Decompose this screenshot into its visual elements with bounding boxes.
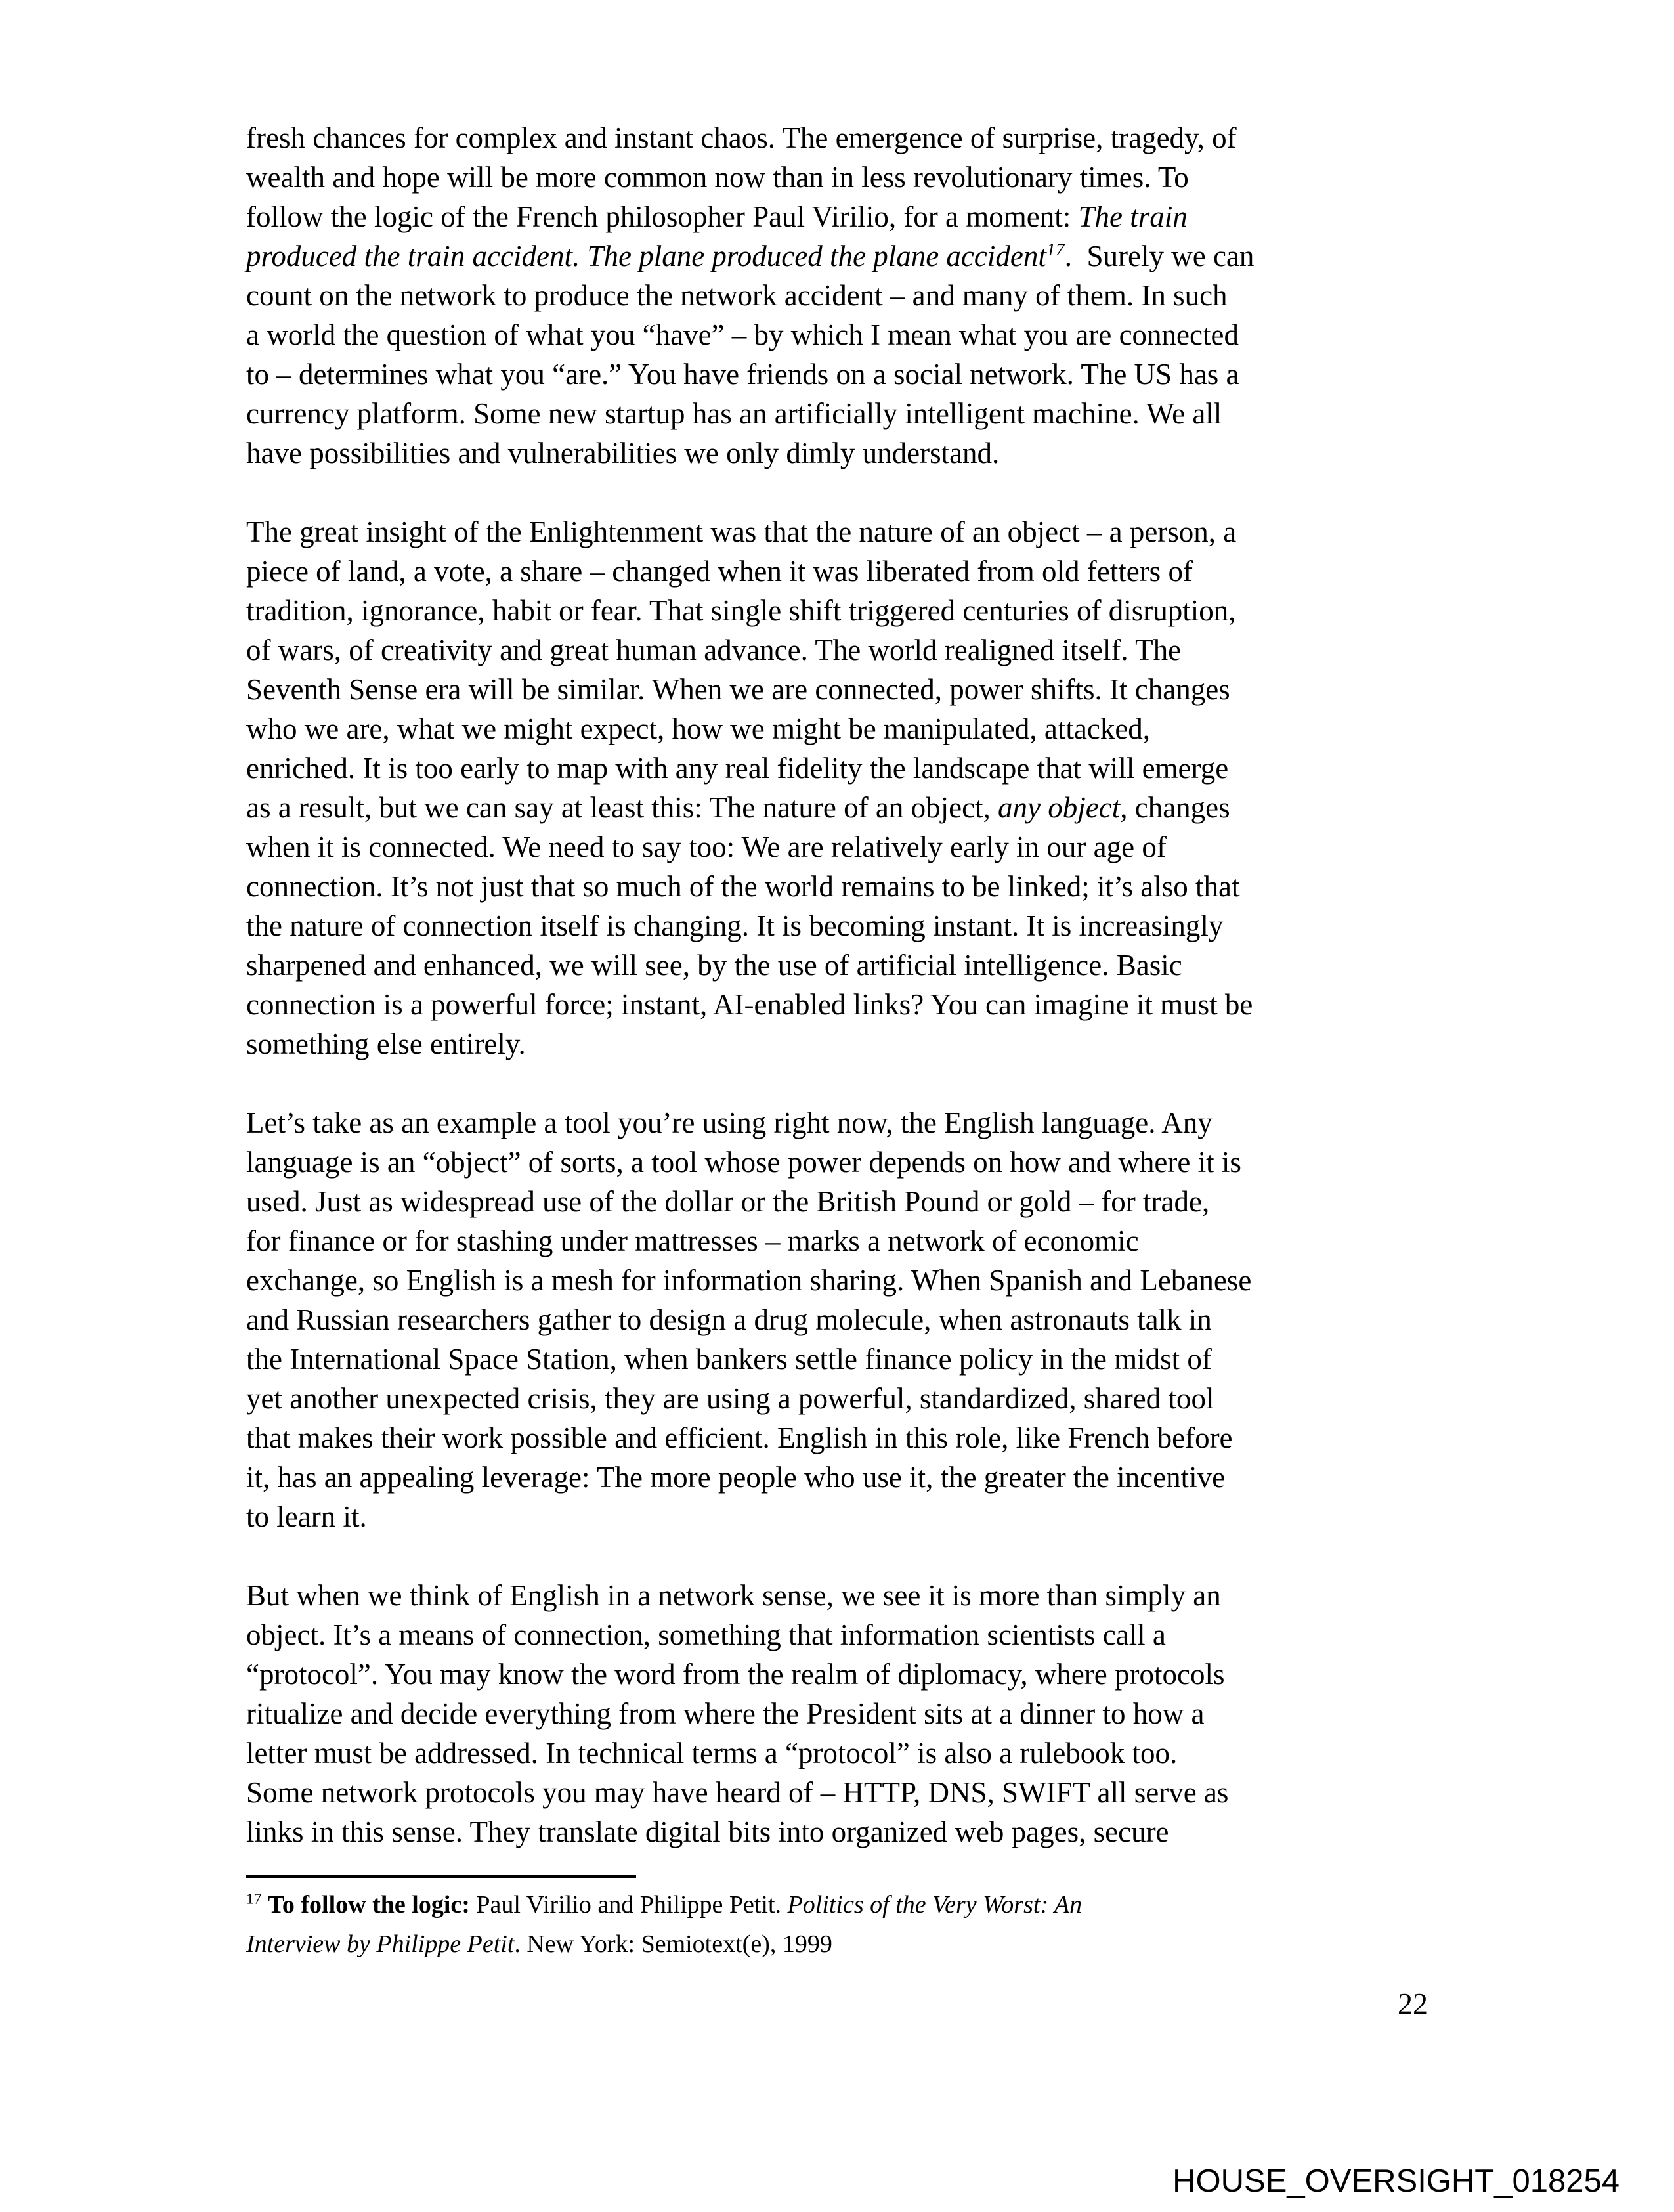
bates-stamp: HOUSE_OVERSIGHT_018254 [1172, 2163, 1620, 2199]
text-line [246, 906, 1480, 945]
text-line [246, 1300, 1480, 1339]
text-line [246, 118, 1480, 158]
text-line [246, 1221, 1480, 1261]
text-line [246, 236, 1480, 276]
text-line [246, 985, 1480, 1024]
text-segment: any object [998, 791, 1121, 824]
text-line [246, 1655, 1480, 1694]
text-segment: But when we think of English in a network sense, we see it is more than simply an [246, 1579, 1221, 1612]
text-segment: 17 [1046, 240, 1065, 260]
text-segment: Politics of the Very Worst: An [787, 1891, 1083, 1919]
text-line [246, 827, 1480, 867]
text-segment: “protocol”. You may know the word from the realm of diplomacy, where protocols [246, 1658, 1225, 1691]
text-segment: currency platform. Some new startup has an artificially intelligent machine. We all [246, 397, 1222, 430]
text-segment: sharpened and enhanced, we will see, by the use of artificial intelligence. Basic [246, 949, 1182, 982]
text-line [246, 1339, 1480, 1379]
text-segment: enriched. It is too early to map with any real fidelity the landscape that will emerge [246, 752, 1229, 785]
text-segment: something else entirely. [246, 1028, 526, 1060]
text-line [246, 1773, 1480, 1812]
text-segment: the International Space Station, when bankers settle finance policy in the midst of [246, 1343, 1212, 1376]
text-segment: wealth and hope will be more common now than in less revolutionary times. To [246, 161, 1189, 194]
text-line [246, 158, 1480, 197]
footnote-separator-rule [246, 1875, 636, 1878]
text-segment: ritualize and decide everything from where the President sits at a dinner to how a [246, 1697, 1205, 1730]
text-segment: The great insight of the Enlightenment was that the nature of an object – a person, a [246, 515, 1237, 548]
text-segment: a world the question of what you “have” – by which I mean what you are connected [246, 318, 1239, 351]
footnote-line [246, 1886, 1480, 1925]
text-segment: . New York: Semiotext(e), 1999 [514, 1930, 832, 1958]
body-text [246, 118, 1480, 1891]
text-line [246, 315, 1480, 355]
text-segment: yet another unexpected crisis, they are using a powerful, standardized, shared tool [246, 1382, 1214, 1415]
text-segment: To follow the logic: [268, 1891, 470, 1919]
text-segment: count on the network to produce the network accident – and many of them. In such [246, 279, 1228, 312]
text-segment: object. It’s a means of connection, something that information scientists call a [246, 1618, 1166, 1651]
text-segment: have possibilities and vulnerabilities we only dimly understand. [246, 437, 1000, 469]
text-segment: and Russian researchers gather to design a drug molecule, when astronauts talk in [246, 1303, 1212, 1336]
text-segment: Paul Virilio and Philippe Petit. [469, 1891, 788, 1919]
text-line [246, 1418, 1480, 1458]
text-segment: letter must be addressed. In technical terms a “protocol” is also a rulebook too. [246, 1737, 1178, 1769]
text-line [246, 1733, 1480, 1773]
text-segment: Interview by Philippe Petit [246, 1930, 515, 1958]
text-segment: Some network protocols you may have heard of – HTTP, DNS, SWIFT all serve as [246, 1776, 1229, 1809]
text-line [246, 552, 1480, 591]
paragraph [246, 1103, 1480, 1536]
text-line [246, 1458, 1480, 1497]
paragraph [246, 118, 1480, 473]
page-number: 22 [1398, 1987, 1428, 2020]
text-segment: the nature of connection itself is changing. It is becoming instant. It is increasingly [246, 909, 1224, 942]
text-line [246, 355, 1480, 394]
text-line [246, 1497, 1480, 1536]
text-segment: , changes [1120, 791, 1230, 824]
text-segment: tradition, ignorance, habit or fear. That single shift triggered centuries of disruption, [246, 594, 1236, 627]
text-line [246, 1576, 1480, 1615]
text-segment: fresh chances for complex and instant chaos. The emergence of surprise, tragedy, of [246, 121, 1237, 154]
text-segment: connection. It’s not just that so much of the world remains to be linked; it’s also that [246, 870, 1240, 903]
text-segment: The train [1078, 200, 1188, 233]
text-segment: Let’s take as an example a tool you’re using right now, the English language. Any [246, 1106, 1213, 1139]
text-segment: when it is connected. We need to say too: We are relatively early in our age of [246, 831, 1167, 863]
text-segment: for finance or for stashing under mattresses – marks a network of economic [246, 1225, 1139, 1257]
text-segment [262, 1891, 268, 1919]
text-segment: who we are, what we might expect, how we might be manipulated, attacked, [246, 712, 1151, 745]
footnote [246, 1886, 1480, 1964]
text-segment: used. Just as widespread use of the dollar or the British Pound or gold – for trade, [246, 1185, 1210, 1218]
text-line [246, 1261, 1480, 1300]
text-segment: piece of land, a vote, a share – changed when it was liberated from old fetters of [246, 555, 1193, 588]
text-line [246, 1812, 1480, 1852]
text-line [246, 433, 1480, 473]
text-segment: exchange, so English is a mesh for information sharing. When Spanish and Lebanese [246, 1264, 1252, 1297]
text-line [246, 394, 1480, 433]
text-line [246, 1103, 1480, 1142]
text-segment: 17 [246, 1890, 262, 1908]
text-line [246, 1694, 1480, 1733]
text-line [246, 1142, 1480, 1182]
text-line [246, 748, 1480, 788]
text-segment: Seventh Sense era will be similar. When we are connected, power shifts. It changes [246, 673, 1230, 706]
text-line [246, 630, 1480, 670]
text-line [246, 867, 1480, 906]
text-line [246, 1182, 1480, 1221]
text-segment: to – determines what you “are.” You have friends on a social network. The US has a [246, 358, 1239, 391]
paragraph [246, 512, 1480, 1064]
text-line [246, 1615, 1480, 1655]
text-line [246, 709, 1480, 748]
text-segment: to learn it. [246, 1500, 367, 1533]
text-line [246, 276, 1480, 315]
text-segment: it, has an appealing leverage: The more people who use it, the greater the incentive [246, 1461, 1226, 1494]
text-line [246, 591, 1480, 630]
text-line [246, 788, 1480, 827]
text-line [246, 670, 1480, 709]
text-line [246, 945, 1480, 985]
text-line [246, 1024, 1480, 1064]
footnote-line [246, 1925, 1480, 1964]
text-line [246, 1379, 1480, 1418]
text-segment: language is an “object” of sorts, a tool whose power depends on how and where it is [246, 1146, 1241, 1179]
text-segment: of wars, of creativity and great human advance. The world realigned itself. The [246, 634, 1182, 666]
text-segment: links in this sense. They translate digital bits into organized web pages, secure [246, 1815, 1169, 1848]
text-segment: as a result, but we can say at least this: The nature of an object, [246, 791, 998, 824]
text-segment: . Surely we can [1064, 240, 1255, 272]
paragraph [246, 1576, 1480, 1852]
text-segment: produced the train accident. The plane produced the plane accident [246, 240, 1046, 272]
text-segment: connection is a powerful force; instant, AI-enabled links? You can imagine it must be [246, 988, 1253, 1021]
text-line [246, 197, 1480, 236]
text-line [246, 512, 1480, 552]
text-segment: follow the logic of the French philosopher Paul Virilio, for a moment: [246, 200, 1079, 233]
text-segment: that makes their work possible and efficient. English in this role, like French before [246, 1421, 1233, 1454]
